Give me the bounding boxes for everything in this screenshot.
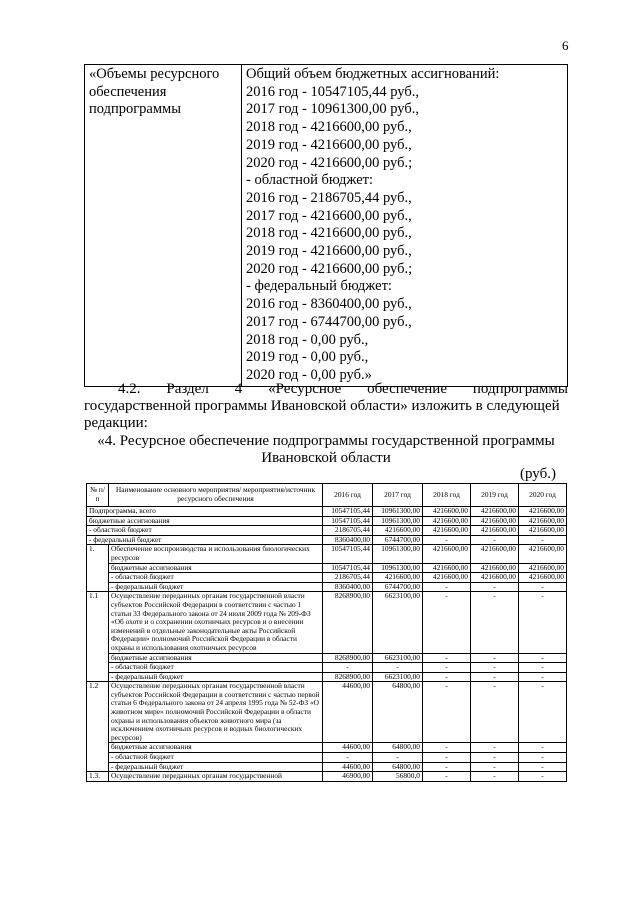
row-name: Осуществление переданных органам государственной власти субъектов Российской Федерации в соответствии с частью 1 статьи 33 Федерального закона от 24 июля 2009 года № 209-ФЗ «Об охоте и о сохранении охотничьих ресурсов и о внесении изменений в отдельные законодательные акты Российской Федерации» полномочий Российской Федерации в области охраны и использования охотничьих ресурсов <box>109 592 323 653</box>
cell-value: - <box>519 743 567 753</box>
resource-value-line: 2019 год - 4216600,00 руб., <box>246 136 412 153</box>
cell-value: - <box>373 663 423 673</box>
table-row <box>87 753 567 763</box>
cell-value: 64800,00 <box>373 762 423 772</box>
cell-value: - <box>519 653 567 663</box>
resource-summary-values <box>242 65 568 387</box>
cell-value: 6744700,00 <box>373 582 423 592</box>
row-name: - областной бюджет <box>87 526 323 536</box>
cell-value: - <box>423 653 471 663</box>
funding-table <box>86 483 567 782</box>
table-row <box>87 682 567 743</box>
cell-value: 4216600,00 <box>519 563 567 573</box>
resource-label-line: обеспечения <box>89 83 167 100</box>
row-index: 1.2 <box>87 682 109 772</box>
cell-value: 64800,00 <box>373 743 423 753</box>
header-num: № п/п <box>87 484 109 507</box>
currency-unit: (руб.) <box>520 466 556 482</box>
cell-value: 6623100,00 <box>373 672 423 682</box>
cell-value: - <box>471 582 519 592</box>
page-number: 6 <box>562 38 569 53</box>
row-name: Подпрограмма, всего <box>87 507 323 517</box>
table-row <box>87 582 567 592</box>
cell-value: 10547105,44 <box>323 507 373 517</box>
cell-value: 4216600,00 <box>471 573 519 583</box>
cell-value: 64800,00 <box>373 682 423 743</box>
row-name: бюджетные ассигнования <box>109 653 323 663</box>
resource-value-line: 2020 год - 0,00 руб.» <box>246 366 372 383</box>
cell-value: 6744700,00 <box>373 535 423 545</box>
cell-value: 8268900,00 <box>323 592 373 653</box>
table-row <box>87 663 567 673</box>
cell-value: - <box>471 753 519 763</box>
cell-value: - <box>519 682 567 743</box>
table-body <box>87 507 567 782</box>
resource-value-line: 2019 год - 4216600,00 руб., <box>246 243 412 260</box>
cell-value: 4216600,00 <box>471 507 519 517</box>
paragraph-line: редакции: <box>84 415 148 431</box>
cell-value: - <box>519 762 567 772</box>
row-name: - федеральный бюджет <box>109 762 323 772</box>
row-name: - областной бюджет <box>109 573 323 583</box>
cell-value: - <box>373 753 423 763</box>
header-2019: 2019 год <box>471 484 519 507</box>
cell-value: 4216600,00 <box>373 573 423 583</box>
cell-value: - <box>519 535 567 545</box>
cell-value: - <box>471 762 519 772</box>
paragraph-line: государственной программы Ивановской области» изложить в следующей <box>84 398 560 414</box>
cell-value: - <box>471 672 519 682</box>
resource-value-line: 2018 год - 4216600,00 руб., <box>246 225 412 242</box>
cell-value: 2186705,44 <box>323 573 373 583</box>
cell-value: 4216600,00 <box>423 563 471 573</box>
cell-value: 4216600,00 <box>373 526 423 536</box>
table-row <box>87 563 567 573</box>
cell-value: 4216600,00 <box>519 573 567 583</box>
cell-value: 10547105,44 <box>323 563 373 573</box>
resource-value-line: 2018 год - 0,00 руб., <box>246 331 369 348</box>
cell-value: 56800,0 <box>373 772 423 782</box>
cell-value: 46900,00 <box>323 772 373 782</box>
cell-value: 6623100,00 <box>373 592 423 653</box>
resource-summary-label <box>85 65 242 387</box>
table-row <box>87 526 567 536</box>
cell-value: 4216600,00 <box>519 516 567 526</box>
table-row <box>87 743 567 753</box>
header-2016: 2016 год <box>323 484 373 507</box>
cell-value: - <box>519 772 567 782</box>
row-name: Осуществление переданных органам государственной власти субъектов Российской Федерации в соответствии с частью первой статьи 6 Федерального закона от 24 апреля 1995 года № 52-ФЗ «О животном мире» полномочий Российской Федерации в области охраны и использования объектов животного мира (за исключением охотничьих ресурсов и водных биологических ресурсов) <box>109 682 323 743</box>
paragraph-line: 4.2. Раздел 4 «Ресурсное обеспечение подпрограммы <box>118 381 568 397</box>
resource-value-line: - федеральный бюджет: <box>246 278 392 295</box>
cell-value: 4216600,00 <box>471 516 519 526</box>
section-title <box>84 433 568 467</box>
resource-value-line: 2017 год - 4216600,00 руб., <box>246 207 412 224</box>
resource-value-line: 2017 год - 10961300,00 руб., <box>246 101 419 118</box>
cell-value: - <box>423 753 471 763</box>
row-name: Осуществление переданных органам государственной <box>109 772 323 782</box>
cell-value: 4216600,00 <box>423 573 471 583</box>
row-name: бюджетные ассигнования <box>87 516 323 526</box>
row-name: бюджетные ассигнования <box>109 563 323 573</box>
table-row <box>87 762 567 772</box>
cell-value: 44600,00 <box>323 682 373 743</box>
resource-value-line: Общий объем бюджетных ассигнований: <box>246 66 500 82</box>
cell-value: - <box>423 743 471 753</box>
cell-value: - <box>423 772 471 782</box>
cell-value: - <box>423 582 471 592</box>
cell-value: - <box>471 682 519 743</box>
row-name: бюджетные ассигнования <box>109 743 323 753</box>
cell-value: 4216600,00 <box>519 526 567 536</box>
resource-label-line: подпрограммы <box>89 101 181 118</box>
cell-value: 10547105,44 <box>323 516 373 526</box>
row-index: 1. <box>87 545 109 592</box>
cell-value: 8268900,00 <box>323 653 373 663</box>
resource-value-line: 2018 год - 4216600,00 руб., <box>246 119 412 136</box>
cell-value: - <box>471 663 519 673</box>
amendment-paragraph <box>84 381 568 432</box>
cell-value: 44600,00 <box>323 762 373 772</box>
resource-summary-table <box>84 64 568 387</box>
cell-value: - <box>423 682 471 743</box>
row-name: - федеральный бюджет <box>109 672 323 682</box>
cell-value: 44600,00 <box>323 743 373 753</box>
cell-value: 4216600,00 <box>423 507 471 517</box>
cell-value: - <box>471 743 519 753</box>
cell-value: 4216600,00 <box>423 516 471 526</box>
table-row <box>87 672 567 682</box>
header-2018: 2018 год <box>423 484 471 507</box>
cell-value: - <box>519 592 567 653</box>
table-row <box>87 516 567 526</box>
cell-value: - <box>423 672 471 682</box>
table-row <box>87 592 567 653</box>
row-name: Обеспечение воспроизводства и использования биологических ресурсов <box>109 545 323 563</box>
cell-value: - <box>471 653 519 663</box>
cell-value: 2186705,44 <box>323 526 373 536</box>
table-row <box>87 545 567 563</box>
cell-value: - <box>519 663 567 673</box>
resource-value-line: 2016 год - 2186705,44 руб., <box>246 189 412 206</box>
cell-value: 4216600,00 <box>423 526 471 536</box>
row-name: - областной бюджет <box>109 663 323 673</box>
resource-value-line: - областной бюджет: <box>246 172 374 189</box>
cell-value: 4216600,00 <box>519 545 567 563</box>
cell-value: - <box>519 582 567 592</box>
resource-value-line: 2019 год - 0,00 руб., <box>246 349 369 366</box>
cell-value: 10547105,44 <box>323 545 373 563</box>
table-row <box>87 507 567 517</box>
resource-label-line: «Объемы ресурсного <box>89 66 220 82</box>
cell-value: 8360400,00 <box>323 582 373 592</box>
row-name: - федеральный бюджет <box>87 535 323 545</box>
row-index: 1.1 <box>87 592 109 682</box>
cell-value: - <box>323 753 373 763</box>
cell-value: - <box>519 753 567 763</box>
cell-value: 4216600,00 <box>423 545 471 563</box>
row-name: - федеральный бюджет <box>109 582 323 592</box>
cell-value: - <box>423 762 471 772</box>
section-title-line: «4. Ресурсное обеспечение подпрограммы государственной программы <box>97 433 555 449</box>
table-row <box>87 772 567 782</box>
cell-value: 4216600,00 <box>471 563 519 573</box>
cell-value: - <box>423 663 471 673</box>
cell-value: 4216600,00 <box>471 545 519 563</box>
cell-value: - <box>471 772 519 782</box>
header-2020: 2020 год <box>519 484 567 507</box>
cell-value: - <box>471 535 519 545</box>
row-name: - областной бюджет <box>109 753 323 763</box>
resource-value-line: 2016 год - 10547105,44 руб., <box>246 83 419 100</box>
cell-value: 10961300,00 <box>373 563 423 573</box>
table-row <box>87 535 567 545</box>
cell-value: - <box>423 535 471 545</box>
resource-value-line: 2020 год - 4216600,00 руб.; <box>246 260 413 277</box>
cell-value: 10961300,00 <box>373 516 423 526</box>
cell-value: 6623100,00 <box>373 653 423 663</box>
resource-value-line: 2017 год - 6744700,00 руб., <box>246 313 412 330</box>
cell-value: 4216600,00 <box>519 507 567 517</box>
cell-value: 10961300,00 <box>373 545 423 563</box>
table-row <box>87 653 567 663</box>
resource-value-line: 2020 год - 4216600,00 руб.; <box>246 154 413 171</box>
section-title-line: Ивановской области <box>261 450 391 466</box>
cell-value: - <box>323 663 373 673</box>
cell-value: - <box>519 672 567 682</box>
cell-value: 4216600,00 <box>471 526 519 536</box>
cell-value: 8268900,00 <box>323 672 373 682</box>
resource-value-line: 2016 год - 8360400,00 руб., <box>246 296 412 313</box>
header-name: Наименование основного мероприятия/ мероприятия/источник ресурсного обеспечения <box>109 484 323 507</box>
table-header-row <box>87 484 567 507</box>
cell-value: - <box>471 592 519 653</box>
cell-value: - <box>423 592 471 653</box>
row-index: 1.3. <box>87 772 109 782</box>
header-2017: 2017 год <box>373 484 423 507</box>
cell-value: 10961300,00 <box>373 507 423 517</box>
cell-value: 8360400,00 <box>323 535 373 545</box>
table-row <box>87 573 567 583</box>
